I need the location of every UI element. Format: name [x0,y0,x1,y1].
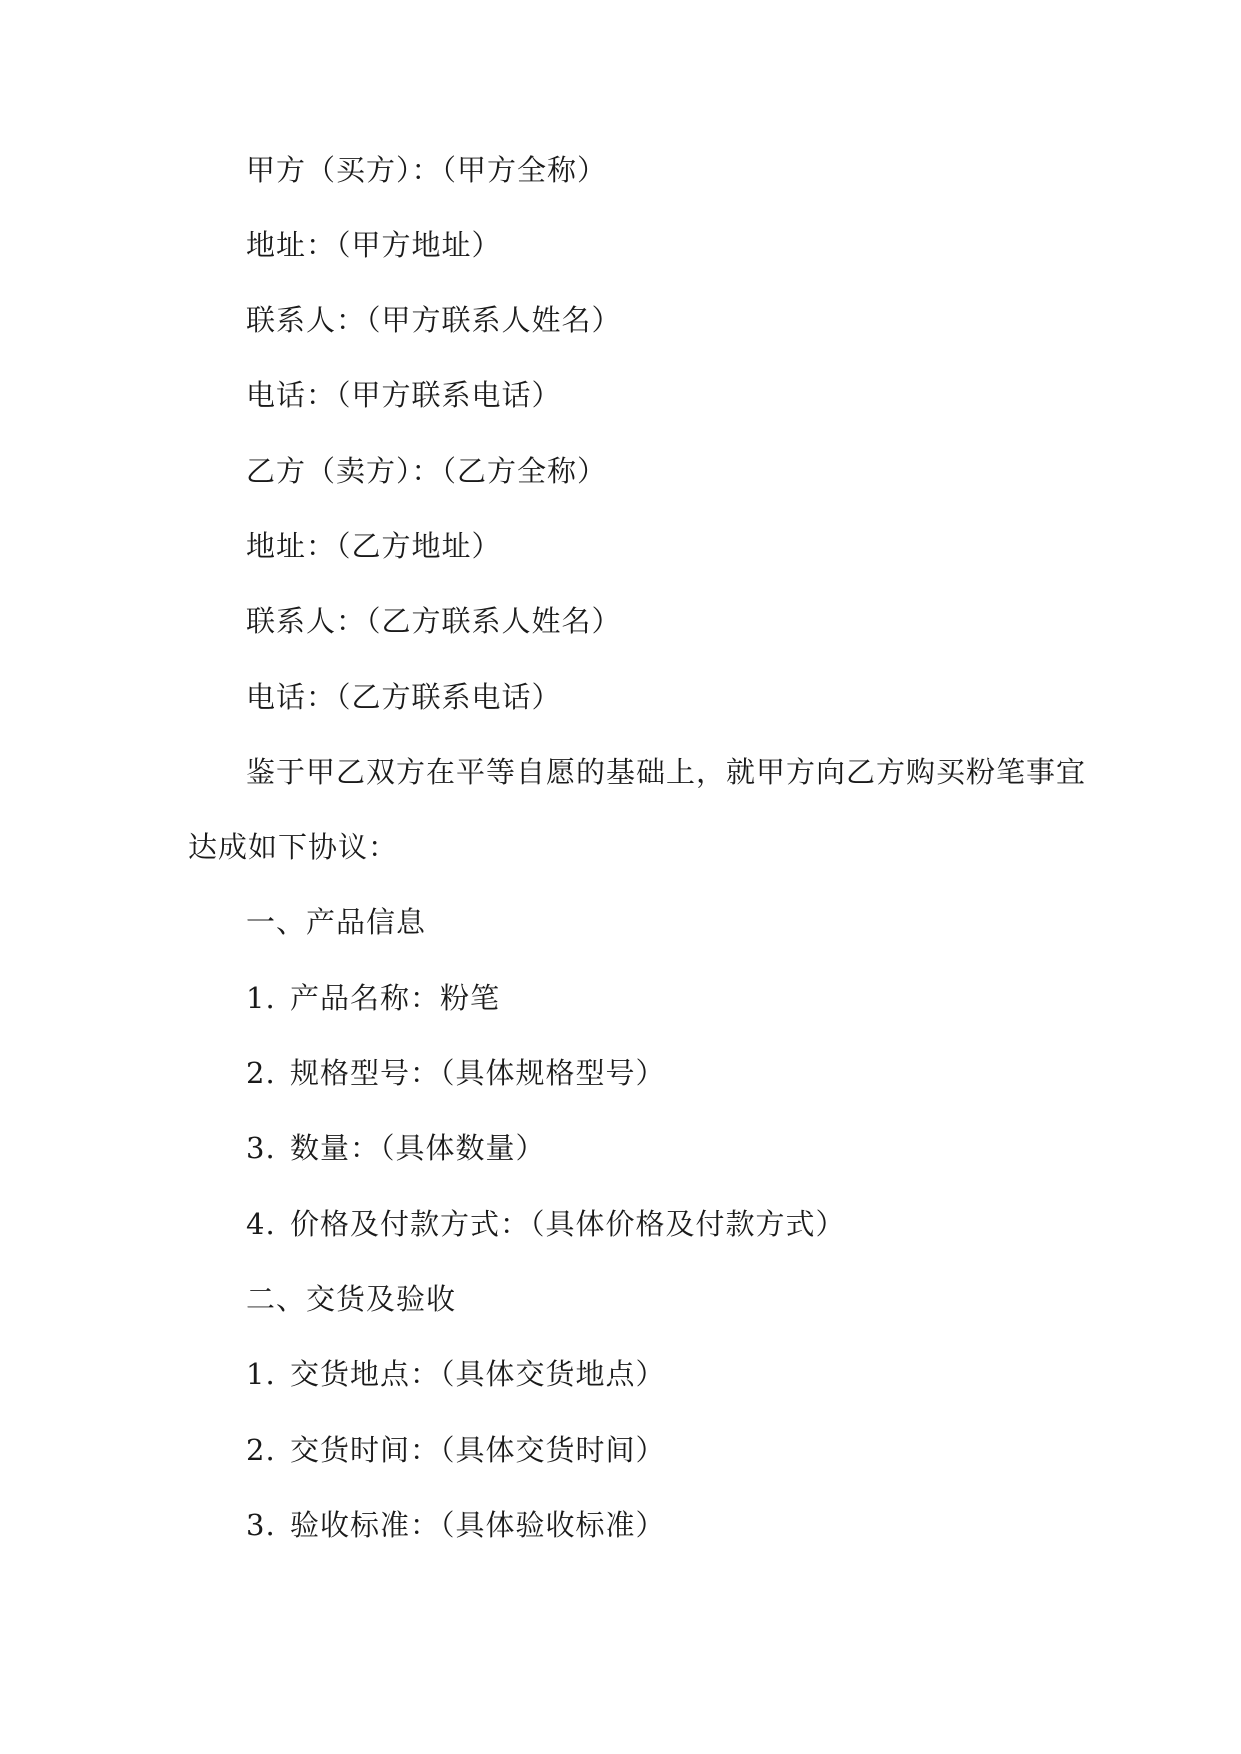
list-item-number: 3. [246,1131,276,1165]
section-1-heading: 一、产品信息 [246,905,427,939]
section-2-heading: 二、交货及验收 [246,1282,457,1316]
list-item [246,1204,846,1244]
list-item-number: 2. [246,1056,276,1090]
preamble-line-1: 鉴于甲乙双方在平等自愿的基础上，就甲方向乙方购买粉笔事宜 [246,755,1087,789]
list-item-number: 1. [246,981,276,1015]
list-item-text: 交货地点：（具体交货地点） [290,1357,666,1391]
party-b-contact: 联系人：（乙方联系人姓名） [246,604,622,638]
party-a-contact: 联系人：（甲方联系人姓名） [246,303,622,337]
list-item-number: 4. [246,1207,276,1241]
party-b-phone: 电话：（乙方联系电话） [246,680,562,714]
party-a-address: 地址：（甲方地址） [246,228,502,262]
list-item-text: 交货时间：（具体交货时间） [290,1433,666,1467]
list-item-text: 规格型号：（具体规格型号） [290,1056,666,1090]
preamble-line-2: 达成如下协议： [188,830,399,864]
list-item [246,1128,546,1168]
list-item [246,1354,666,1394]
list-item [246,978,500,1018]
list-item [246,1505,666,1545]
party-a-phone: 电话：（甲方联系电话） [246,378,562,412]
party-b-name: 乙方（卖方）：（乙方全称） [246,454,608,488]
list-item-number: 2. [246,1433,276,1467]
party-b-address: 地址：（乙方地址） [246,529,502,563]
list-item-number: 1. [246,1357,276,1391]
list-item [246,1053,666,1093]
list-item-text: 产品名称：粉笔 [290,981,501,1015]
party-a-name: 甲方（买方）：（甲方全称） [246,153,608,187]
list-item-number: 3. [246,1508,276,1542]
list-item-text: 价格及付款方式：（具体价格及付款方式） [290,1207,846,1241]
list-item [246,1430,666,1470]
list-item-text: 数量：（具体数量） [290,1131,546,1165]
list-item-text: 验收标准：（具体验收标准） [290,1508,666,1542]
